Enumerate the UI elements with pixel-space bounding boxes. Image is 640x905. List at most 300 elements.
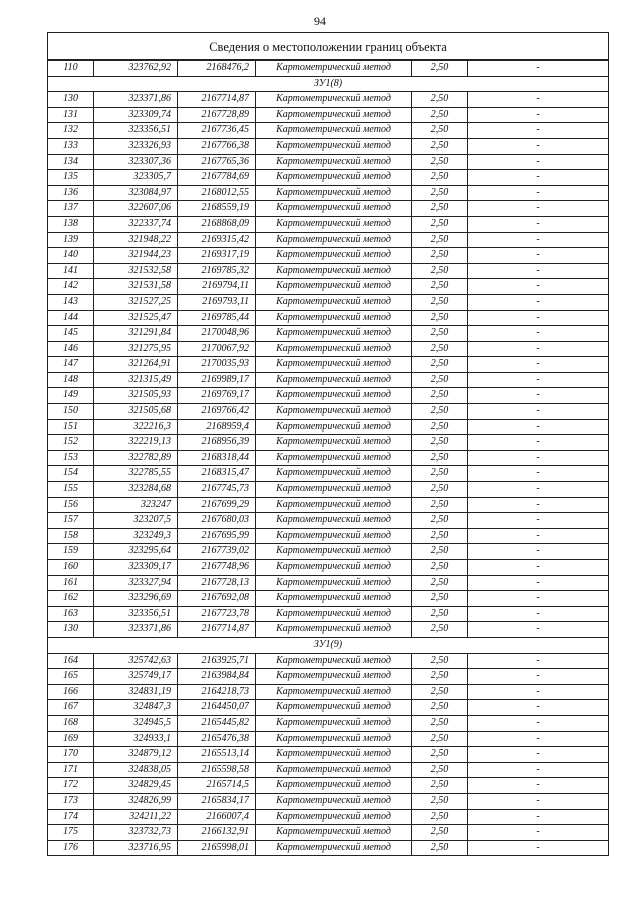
page-number: 94 (314, 14, 326, 28)
coord-y: 2163925,71 (178, 653, 256, 669)
precision-cell: 2,50 (412, 107, 468, 123)
table-row (48, 419, 609, 435)
description-cell: - (468, 435, 609, 451)
coord-y: 2169989,17 (178, 372, 256, 388)
coord-y: 2167714,87 (178, 622, 256, 638)
table-row (48, 388, 609, 404)
coord-y: 2170035,93 (178, 357, 256, 373)
coord-x: 324829,45 (94, 778, 178, 794)
coord-x: 324826,99 (94, 793, 178, 809)
coord-x: 324211,22 (94, 809, 178, 825)
precision-cell: 2,50 (412, 201, 468, 217)
table-row (48, 466, 609, 482)
description-cell: - (468, 372, 609, 388)
table-row (48, 513, 609, 529)
coord-y: 2168959,4 (178, 419, 256, 435)
table-row (48, 201, 609, 217)
coord-y: 2167736,45 (178, 123, 256, 139)
coord-x: 321532,58 (94, 263, 178, 279)
coord-x: 323716,95 (94, 840, 178, 856)
point-number: 170 (48, 747, 94, 763)
description-cell: - (468, 310, 609, 326)
description-cell: - (468, 731, 609, 747)
description-cell: - (468, 684, 609, 700)
table-row (48, 731, 609, 747)
precision-cell: 2,50 (412, 232, 468, 248)
method-cell: Картометрический метод (256, 138, 412, 154)
method-cell: Картометрический метод (256, 606, 412, 622)
coord-y: 2168476,2 (178, 61, 256, 77)
method-cell: Картометрический метод (256, 653, 412, 669)
method-cell: Картометрический метод (256, 170, 412, 186)
coord-x: 323356,51 (94, 606, 178, 622)
table-row (48, 107, 609, 123)
method-cell: Картометрический метод (256, 92, 412, 108)
precision-cell: 2,50 (412, 92, 468, 108)
coord-y: 2169785,32 (178, 263, 256, 279)
description-cell: - (468, 341, 609, 357)
table-row (48, 248, 609, 264)
method-cell: Картометрический метод (256, 840, 412, 856)
method-cell: Картометрический метод (256, 544, 412, 560)
precision-cell: 2,50 (412, 435, 468, 451)
method-cell: Картометрический метод (256, 123, 412, 139)
table-row (48, 61, 609, 77)
precision-cell: 2,50 (412, 544, 468, 560)
coord-y: 2165513,14 (178, 747, 256, 763)
coord-x: 323207,5 (94, 513, 178, 529)
description-cell: - (468, 825, 609, 841)
table-row (48, 482, 609, 498)
method-cell: Картометрический метод (256, 216, 412, 232)
description-cell: - (468, 294, 609, 310)
method-cell: Картометрический метод (256, 528, 412, 544)
precision-cell: 2,50 (412, 248, 468, 264)
coord-y: 2167748,96 (178, 560, 256, 576)
point-number: 150 (48, 404, 94, 420)
description-cell: - (468, 544, 609, 560)
table-row (48, 560, 609, 576)
table-row (48, 497, 609, 513)
method-cell: Картометрический метод (256, 700, 412, 716)
precision-cell: 2,50 (412, 482, 468, 498)
method-cell: Картометрический метод (256, 622, 412, 638)
description-cell: - (468, 466, 609, 482)
table-row (48, 793, 609, 809)
table-row (48, 606, 609, 622)
point-number: 156 (48, 497, 94, 513)
point-number: 168 (48, 715, 94, 731)
coord-x: 322219,13 (94, 435, 178, 451)
method-cell: Картометрический метод (256, 450, 412, 466)
coord-x: 321527,25 (94, 294, 178, 310)
coord-y: 2167784,69 (178, 170, 256, 186)
coord-y: 2169315,42 (178, 232, 256, 248)
point-number: 144 (48, 310, 94, 326)
coord-y: 2167766,38 (178, 138, 256, 154)
point-number: 136 (48, 185, 94, 201)
coord-x: 321291,84 (94, 326, 178, 342)
coord-x: 321948,22 (94, 232, 178, 248)
coord-x: 323762,92 (94, 61, 178, 77)
description-cell: - (468, 809, 609, 825)
precision-cell: 2,50 (412, 793, 468, 809)
description-cell: - (468, 216, 609, 232)
coord-x: 325742,63 (94, 653, 178, 669)
precision-cell: 2,50 (412, 684, 468, 700)
method-cell: Картометрический метод (256, 248, 412, 264)
point-number: 157 (48, 513, 94, 529)
coord-x: 323284,68 (94, 482, 178, 498)
coord-y: 2168956,39 (178, 435, 256, 451)
coord-x: 324838,05 (94, 762, 178, 778)
precision-cell: 2,50 (412, 138, 468, 154)
table-row (48, 216, 609, 232)
table-row (48, 123, 609, 139)
method-cell: Картометрический метод (256, 560, 412, 576)
coordinates-table (47, 60, 609, 856)
point-number: 152 (48, 435, 94, 451)
coord-x: 323296,69 (94, 591, 178, 607)
precision-cell: 2,50 (412, 123, 468, 139)
precision-cell: 2,50 (412, 450, 468, 466)
method-cell: Картометрический метод (256, 466, 412, 482)
point-number: 143 (48, 294, 94, 310)
precision-cell: 2,50 (412, 419, 468, 435)
table-row (48, 294, 609, 310)
table-title: Сведения о местоположении границ объекта (47, 32, 609, 60)
description-cell: - (468, 279, 609, 295)
point-number: 159 (48, 544, 94, 560)
point-number: 141 (48, 263, 94, 279)
point-number: 130 (48, 622, 94, 638)
method-cell: Картометрический метод (256, 684, 412, 700)
method-cell: Картометрический метод (256, 715, 412, 731)
table-row (48, 341, 609, 357)
point-number: 165 (48, 669, 94, 685)
description-cell: - (468, 778, 609, 794)
table-row (48, 544, 609, 560)
precision-cell: 2,50 (412, 61, 468, 77)
table-row (48, 778, 609, 794)
point-number: 155 (48, 482, 94, 498)
coord-y: 2168559,19 (178, 201, 256, 217)
description-cell: - (468, 154, 609, 170)
coord-x: 323295,64 (94, 544, 178, 560)
coord-x: 321505,68 (94, 404, 178, 420)
method-cell: Картометрический метод (256, 185, 412, 201)
method-cell: Картометрический метод (256, 404, 412, 420)
coord-y: 2168315,47 (178, 466, 256, 482)
coord-x: 324879,12 (94, 747, 178, 763)
method-cell: Картометрический метод (256, 482, 412, 498)
precision-cell: 2,50 (412, 591, 468, 607)
point-number: 132 (48, 123, 94, 139)
precision-cell: 2,50 (412, 185, 468, 201)
precision-cell: 2,50 (412, 809, 468, 825)
coord-y: 2170048,96 (178, 326, 256, 342)
coord-y: 2169769,17 (178, 388, 256, 404)
method-cell: Картометрический метод (256, 825, 412, 841)
table-row (48, 684, 609, 700)
description-cell: - (468, 528, 609, 544)
coord-x: 324831,19 (94, 684, 178, 700)
description-cell: - (468, 107, 609, 123)
section-row (48, 76, 609, 92)
point-number: 158 (48, 528, 94, 544)
coord-x: 323305,7 (94, 170, 178, 186)
table-row (48, 715, 609, 731)
coord-y: 2165598,58 (178, 762, 256, 778)
coord-x: 322337,74 (94, 216, 178, 232)
precision-cell: 2,50 (412, 497, 468, 513)
point-number: 174 (48, 809, 94, 825)
point-number: 176 (48, 840, 94, 856)
coord-y: 2167695,99 (178, 528, 256, 544)
description-cell: - (468, 263, 609, 279)
description-cell: - (468, 61, 609, 77)
method-cell: Картометрический метод (256, 357, 412, 373)
coord-y: 2170067,92 (178, 341, 256, 357)
precision-cell: 2,50 (412, 263, 468, 279)
point-number: 140 (48, 248, 94, 264)
point-number: 163 (48, 606, 94, 622)
point-number: 175 (48, 825, 94, 841)
point-number: 173 (48, 793, 94, 809)
point-number: 146 (48, 341, 94, 357)
table-row (48, 372, 609, 388)
description-cell: - (468, 404, 609, 420)
description-cell: - (468, 388, 609, 404)
method-cell: Картометрический метод (256, 232, 412, 248)
method-cell: Картометрический метод (256, 279, 412, 295)
point-number: 110 (48, 61, 94, 77)
coord-x: 323326,93 (94, 138, 178, 154)
point-number: 139 (48, 232, 94, 248)
coord-x: 321315,49 (94, 372, 178, 388)
coord-y: 2167745,73 (178, 482, 256, 498)
coord-y: 2165998,01 (178, 840, 256, 856)
method-cell: Картометрический метод (256, 669, 412, 685)
method-cell: Картометрический метод (256, 372, 412, 388)
coord-y: 2163984,84 (178, 669, 256, 685)
table-row (48, 138, 609, 154)
method-cell: Картометрический метод (256, 326, 412, 342)
description-cell: - (468, 840, 609, 856)
point-number: 134 (48, 154, 94, 170)
section-row (48, 637, 609, 653)
coord-y: 2167739,02 (178, 544, 256, 560)
table-row (48, 263, 609, 279)
coord-x: 323084,97 (94, 185, 178, 201)
coord-x: 325749,17 (94, 669, 178, 685)
point-number: 142 (48, 279, 94, 295)
coord-y: 2165445,82 (178, 715, 256, 731)
table-row (48, 762, 609, 778)
precision-cell: 2,50 (412, 513, 468, 529)
method-cell: Картометрический метод (256, 201, 412, 217)
coord-y: 2168868,09 (178, 216, 256, 232)
table-row (48, 170, 609, 186)
method-cell: Картометрический метод (256, 513, 412, 529)
method-cell: Картометрический метод (256, 61, 412, 77)
method-cell: Картометрический метод (256, 154, 412, 170)
section-label: ЗУ1(8) (48, 76, 609, 92)
coord-y: 2167714,87 (178, 92, 256, 108)
description-cell: - (468, 575, 609, 591)
method-cell: Картометрический метод (256, 294, 412, 310)
coord-y: 2169785,44 (178, 310, 256, 326)
coord-x: 323732,73 (94, 825, 178, 841)
coord-y: 2167728,89 (178, 107, 256, 123)
table-row (48, 326, 609, 342)
precision-cell: 2,50 (412, 294, 468, 310)
coord-x: 321944,23 (94, 248, 178, 264)
method-cell: Картометрический метод (256, 778, 412, 794)
table-row (48, 232, 609, 248)
method-cell: Картометрический метод (256, 310, 412, 326)
precision-cell: 2,50 (412, 560, 468, 576)
coord-x: 323247 (94, 497, 178, 513)
precision-cell: 2,50 (412, 622, 468, 638)
method-cell: Картометрический метод (256, 341, 412, 357)
description-cell: - (468, 560, 609, 576)
description-cell: - (468, 497, 609, 513)
precision-cell: 2,50 (412, 778, 468, 794)
precision-cell: 2,50 (412, 731, 468, 747)
section-label: ЗУ1(9) (48, 637, 609, 653)
description-cell: - (468, 326, 609, 342)
point-number: 138 (48, 216, 94, 232)
description-cell: - (468, 185, 609, 201)
coord-x: 322607,06 (94, 201, 178, 217)
coord-y: 2167680,03 (178, 513, 256, 529)
point-number: 160 (48, 560, 94, 576)
description-cell: - (468, 92, 609, 108)
point-number: 135 (48, 170, 94, 186)
table-row (48, 185, 609, 201)
method-cell: Картометрический метод (256, 793, 412, 809)
coord-x: 323309,74 (94, 107, 178, 123)
coord-y: 2167765,36 (178, 154, 256, 170)
coord-x: 324945,5 (94, 715, 178, 731)
table-row (48, 669, 609, 685)
precision-cell: 2,50 (412, 170, 468, 186)
coord-y: 2169317,19 (178, 248, 256, 264)
point-number: 166 (48, 684, 94, 700)
method-cell: Картометрический метод (256, 435, 412, 451)
description-cell: - (468, 747, 609, 763)
coord-y: 2165476,38 (178, 731, 256, 747)
table-row (48, 622, 609, 638)
point-number: 133 (48, 138, 94, 154)
table-row (48, 154, 609, 170)
table-row (48, 825, 609, 841)
description-cell: - (468, 606, 609, 622)
description-cell: - (468, 419, 609, 435)
table-row (48, 528, 609, 544)
point-number: 131 (48, 107, 94, 123)
coord-y: 2168012,55 (178, 185, 256, 201)
method-cell: Картометрический метод (256, 731, 412, 747)
precision-cell: 2,50 (412, 653, 468, 669)
coord-x: 321275,95 (94, 341, 178, 357)
coord-x: 323371,86 (94, 92, 178, 108)
point-number: 154 (48, 466, 94, 482)
coord-x: 323371,86 (94, 622, 178, 638)
precision-cell: 2,50 (412, 326, 468, 342)
coord-y: 2164218,73 (178, 684, 256, 700)
table-row (48, 279, 609, 295)
coord-x: 321505,93 (94, 388, 178, 404)
description-cell: - (468, 232, 609, 248)
coord-x: 323327,94 (94, 575, 178, 591)
method-cell: Картометрический метод (256, 762, 412, 778)
coord-y: 2169793,11 (178, 294, 256, 310)
description-cell: - (468, 700, 609, 716)
point-number: 161 (48, 575, 94, 591)
precision-cell: 2,50 (412, 341, 468, 357)
point-number: 151 (48, 419, 94, 435)
method-cell: Картометрический метод (256, 809, 412, 825)
method-cell: Картометрический метод (256, 747, 412, 763)
coord-y: 2164450,07 (178, 700, 256, 716)
point-number: 167 (48, 700, 94, 716)
precision-cell: 2,50 (412, 528, 468, 544)
table-row (48, 435, 609, 451)
coord-x: 322785,55 (94, 466, 178, 482)
description-cell: - (468, 357, 609, 373)
table-row (48, 809, 609, 825)
description-cell: - (468, 482, 609, 498)
coord-y: 2167723,78 (178, 606, 256, 622)
coord-x: 322216,3 (94, 419, 178, 435)
point-number: 153 (48, 450, 94, 466)
coord-y: 2167699,29 (178, 497, 256, 513)
precision-cell: 2,50 (412, 715, 468, 731)
description-cell: - (468, 762, 609, 778)
table-row (48, 450, 609, 466)
table-row (48, 653, 609, 669)
coord-x: 324847,3 (94, 700, 178, 716)
table-row (48, 310, 609, 326)
point-number: 145 (48, 326, 94, 342)
coord-y: 2168318,44 (178, 450, 256, 466)
precision-cell: 2,50 (412, 310, 468, 326)
precision-cell: 2,50 (412, 216, 468, 232)
coord-y: 2169766,42 (178, 404, 256, 420)
point-number: 148 (48, 372, 94, 388)
coord-x: 323309,17 (94, 560, 178, 576)
method-cell: Картометрический метод (256, 107, 412, 123)
coord-x: 323356,51 (94, 123, 178, 139)
point-number: 172 (48, 778, 94, 794)
point-number: 169 (48, 731, 94, 747)
table-row (48, 92, 609, 108)
description-cell: - (468, 715, 609, 731)
precision-cell: 2,50 (412, 606, 468, 622)
coord-y: 2166132,91 (178, 825, 256, 841)
precision-cell: 2,50 (412, 388, 468, 404)
coord-x: 321525,47 (94, 310, 178, 326)
precision-cell: 2,50 (412, 825, 468, 841)
precision-cell: 2,50 (412, 404, 468, 420)
point-number: 130 (48, 92, 94, 108)
coord-y: 2165714,5 (178, 778, 256, 794)
description-cell: - (468, 622, 609, 638)
coord-x: 322782,89 (94, 450, 178, 466)
precision-cell: 2,50 (412, 747, 468, 763)
